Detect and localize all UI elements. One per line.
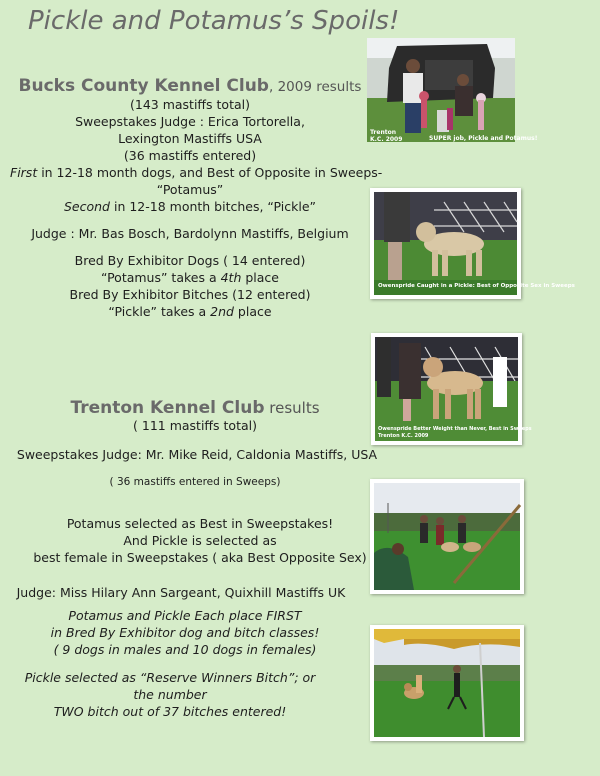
first-place-line-2: in Bred By Exhibitor dog and bitch classes! <box>50 625 320 640</box>
trenton-section <box>0 400 390 434</box>
photo-ribbons-car <box>367 38 538 143</box>
trenton-sweeps-entered-text: ( 36 mastiffs entered in Sweeps) <box>109 476 281 488</box>
trenton-sweeps-judge-text: Sweepstakes Judge: Mr. Mike Reid, Caldonia Mastiffs, USA <box>16 447 378 462</box>
bucks-judge: Judge : Mr. Bas Bosch, Bardolynn Mastiffs, Belgium <box>31 226 349 241</box>
photo1-caption-left-2: K.C. 2009 <box>370 136 403 143</box>
first-rest: in 12-18 month dogs, and Best of Opposite in Sweeps- <box>37 165 383 180</box>
bucks-sweeps-judge: Sweepstakes Judge : Erica Tortorella, <box>75 114 305 129</box>
trenton-first-place <box>0 607 370 658</box>
first-word: First <box>10 165 38 180</box>
bis-line-3: best female in Sweepstakes ( aka Best Opposite Sex) <box>33 550 367 565</box>
bis-line-2: And Pickle is selected as <box>123 533 277 548</box>
photo-reserve-winners-ring <box>370 625 524 741</box>
bis-line-1: Potamus selected as Best in Sweepstakes! <box>66 516 334 531</box>
photo-pickle-stack <box>370 188 575 299</box>
bucks-first-result <box>10 164 383 181</box>
bucks-bbe-dogs: Bred By Exhibitor Dogs ( 14 entered) <box>74 253 306 268</box>
photo1-caption-left-1: Trenton <box>370 129 396 136</box>
photo1-caption-right: SUPER job, Pickle and Potamus! <box>429 135 538 142</box>
potamus-place-suffix: place <box>241 270 279 285</box>
bucks-potamus-quote: “Potamus” <box>156 182 224 197</box>
rwb-line-1: Pickle selected as “Reserve Winners Bitch”; or <box>24 670 316 685</box>
pickle-place-suffix: place <box>233 304 272 319</box>
bucks-bbe-bitches: Bred By Exhibitor Bitches (12 entered) <box>69 287 311 302</box>
photo3-caption-2: Trenton K.C. 2009 <box>378 433 429 439</box>
photo-sweeps-ring <box>370 479 524 594</box>
trenton-sweeps-entered <box>0 474 390 491</box>
bucks-club-name: Bucks County Kennel Club <box>18 76 269 96</box>
bucks-sweeps-entered: (36 mastiffs entered) <box>123 148 257 163</box>
pickle-place-prefix: “Pickle” takes a <box>108 304 211 319</box>
first-place-line-1: Potamus and Pickle Each place FIRST <box>68 608 302 623</box>
second-rest: in 12-18 month bitches, “Pickle” <box>110 199 317 214</box>
trenton-total: ( 111 mastiffs total) <box>133 418 257 433</box>
bucks-club-year: , 2009 results <box>268 79 362 95</box>
bucks-heading <box>10 78 370 96</box>
bucks-sweeps-judge-kennel: Lexington Mastiffs USA <box>118 131 262 146</box>
trenton-club-rest: results <box>264 399 320 417</box>
photo3-caption-1: Owenspride Better Weight than Never, Best in Sweeps <box>378 426 532 432</box>
rwb-line-3: TWO bitch out of 37 bitches entered! <box>53 704 287 719</box>
photo3-caption <box>378 426 532 440</box>
trenton-best-in-sweeps <box>0 515 400 566</box>
bucks-potamus-place <box>10 269 370 286</box>
ribbons-car-image <box>367 38 515 142</box>
photo-potamus-best-sweeps <box>371 333 532 445</box>
potamus-place-rank: 4th <box>220 270 242 285</box>
pickle-place-rank: 2nd <box>210 304 234 319</box>
trenton-club-name: Trenton Kennel Club <box>70 398 265 418</box>
bucks-total: (143 mastiffs total) <box>130 97 250 112</box>
page-title: Pickle and Potamus’s Spoils! <box>28 6 400 36</box>
photo1-caption-left <box>370 129 402 143</box>
trenton-heading <box>0 400 390 417</box>
trenton-reserve-winners <box>0 669 340 720</box>
sweeps-ring-image <box>374 483 520 590</box>
trenton-sweeps-judge <box>0 446 394 463</box>
trenton-judge <box>0 584 362 601</box>
pickle-stack-image <box>374 192 517 295</box>
reserve-winners-ring-image <box>374 629 520 737</box>
first-place-line-3: ( 9 dogs in males and 10 dogs in females) <box>53 642 317 657</box>
photo2-caption: Owenspride Caught in a Pickle: Best of Opposite Sex in Sweeps <box>378 283 575 289</box>
trenton-judge-text: Judge: Miss Hilary Ann Sargeant, Quixhill Mastiffs UK <box>16 585 346 600</box>
potamus-place-prefix: “Potamus” takes a <box>100 270 221 285</box>
rwb-line-2: the number <box>133 687 207 702</box>
bucks-pickle-place <box>10 303 370 320</box>
bucks-second-result <box>10 198 370 215</box>
second-word: Second <box>63 199 110 214</box>
